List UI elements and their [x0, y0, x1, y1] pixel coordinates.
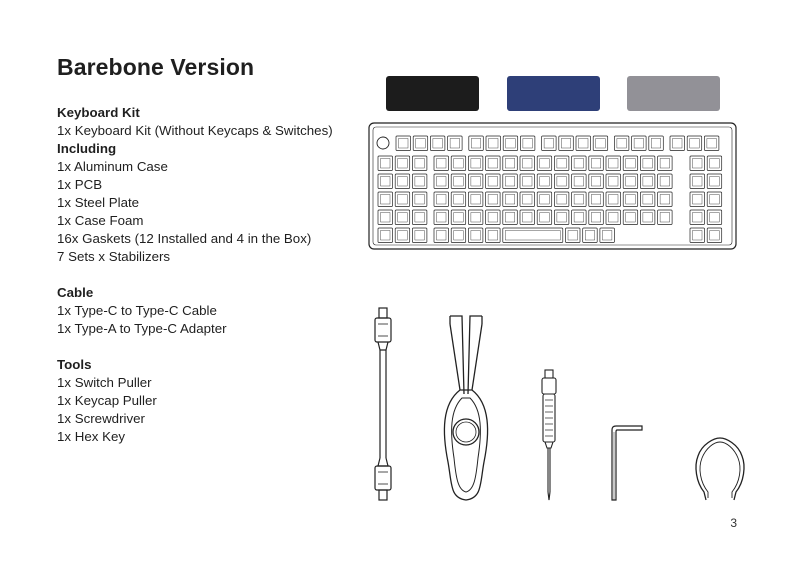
- keyboard-key: [572, 156, 587, 171]
- list-item: 7 Sets x Stabilizers: [57, 249, 171, 264]
- keyboard-key: [378, 210, 393, 225]
- cable-heading: Cable: [57, 285, 94, 300]
- list-item: 1x Screwdriver: [57, 411, 145, 426]
- keyboard-key: [520, 174, 535, 189]
- keyboard-key: [378, 156, 393, 171]
- keyboard-key: [690, 156, 705, 171]
- switch-puller-illustration: [694, 436, 746, 504]
- keycap-puller-illustration: [436, 312, 496, 504]
- keyboard-key: [554, 192, 569, 207]
- keyboard-key: [486, 210, 501, 225]
- keyboard-key: [468, 228, 483, 243]
- keyboard-key: [554, 156, 569, 171]
- keyboard-key: [378, 228, 393, 243]
- keyboard-key: [690, 192, 705, 207]
- keyboard-key: [707, 210, 722, 225]
- keyboard-key: [520, 210, 535, 225]
- keyboard-key: [537, 156, 552, 171]
- keyboard-key: [503, 174, 518, 189]
- keyboard-key: [451, 174, 466, 189]
- keyboard-key: [520, 156, 535, 171]
- keyboard-key: [576, 136, 591, 151]
- list-item: 1x Keycap Puller: [57, 393, 157, 408]
- keyboard-key: [434, 174, 449, 189]
- keyboard-key: [566, 228, 581, 243]
- keyboard-illustration: [368, 122, 738, 252]
- list-item: 1x Case Foam: [57, 213, 144, 228]
- keyboard-key: [658, 156, 673, 171]
- keyboard-key: [468, 174, 483, 189]
- keyboard-key: [707, 228, 722, 243]
- keyboard-key: [378, 192, 393, 207]
- keyboard-key: [606, 210, 621, 225]
- keyboard-key: [554, 210, 569, 225]
- keyboard-key: [589, 192, 604, 207]
- keyboard-key: [451, 228, 466, 243]
- keyboard-key: [395, 210, 410, 225]
- keyboard-key: [658, 174, 673, 189]
- list-item: 1x Aluminum Case: [57, 159, 168, 174]
- keyboard-key: [593, 136, 608, 151]
- keyboard-key: [486, 228, 501, 243]
- keyboard-kit-line: 1x Keyboard Kit (Without Keycaps & Switches): [57, 123, 333, 138]
- keyboard-key: [412, 156, 427, 171]
- keyboard-key: [434, 228, 449, 243]
- list-item: 1x Type-C to Type-C Cable: [57, 303, 217, 318]
- keyboard-key: [589, 156, 604, 171]
- keyboard-key: [413, 136, 428, 151]
- keyboard-key: [412, 174, 427, 189]
- keyboard-key: [412, 192, 427, 207]
- keyboard-key: [412, 210, 427, 225]
- keyboard-key: [395, 174, 410, 189]
- keyboard-key: [434, 156, 449, 171]
- keyboard-key: [486, 192, 501, 207]
- keyboard-key: [690, 210, 705, 225]
- page-title: Barebone Version: [57, 54, 255, 80]
- keyboard-key: [690, 228, 705, 243]
- keyboard-key: [623, 210, 638, 225]
- spacer: [57, 338, 357, 356]
- keyboard-key: [572, 192, 587, 207]
- keyboard-key: [658, 192, 673, 207]
- keyboard-key: [583, 228, 598, 243]
- keyboard-key: [451, 210, 466, 225]
- keyboard-key: [606, 174, 621, 189]
- keyboard-key: [640, 174, 655, 189]
- list-item: 1x Switch Puller: [57, 375, 152, 390]
- keyboard-key: [554, 174, 569, 189]
- keyboard-key: [468, 156, 483, 171]
- keyboard-key: [412, 228, 427, 243]
- keyboard-key: [451, 192, 466, 207]
- list-item: 1x Hex Key: [57, 429, 125, 444]
- keyboard-key: [572, 174, 587, 189]
- page-number: 3: [730, 516, 737, 530]
- package-contents: [57, 104, 357, 446]
- keyboard-key: [434, 210, 449, 225]
- keyboard-key: [503, 228, 563, 243]
- list-item: 16x Gaskets (12 Installed and 4 in the Box): [57, 231, 312, 246]
- keyboard-key: [649, 136, 664, 151]
- keyboard-key: [670, 136, 685, 151]
- keyboard-key: [559, 136, 574, 151]
- keyboard-key: [632, 136, 647, 151]
- list-item: 1x Type-A to Type-C Adapter: [57, 321, 227, 336]
- keyboard-key: [572, 210, 587, 225]
- keyboard-key: [623, 174, 638, 189]
- keyboard-key: [589, 174, 604, 189]
- tools-heading: Tools: [57, 357, 92, 372]
- keyboard-key: [486, 136, 501, 151]
- keyboard-key: [468, 210, 483, 225]
- keyboard-key: [687, 136, 702, 151]
- keyboard-key: [704, 136, 719, 151]
- keyboard-key: [520, 192, 535, 207]
- keyboard-key: [658, 210, 673, 225]
- keyboard-key: [623, 192, 638, 207]
- hex-key-illustration: [608, 424, 648, 504]
- cable-illustration: [366, 306, 400, 504]
- keyboard-key: [503, 192, 518, 207]
- keyboard-key: [469, 136, 484, 151]
- keyboard-key: [396, 136, 411, 151]
- keyboard-key: [503, 156, 518, 171]
- color-swatch-black: [386, 76, 479, 111]
- keyboard-key: [606, 156, 621, 171]
- keyboard-key: [395, 156, 410, 171]
- keyboard-key: [448, 136, 463, 151]
- spacer: [57, 266, 357, 284]
- keyboard-key: [430, 136, 445, 151]
- keyboard-key: [707, 156, 722, 171]
- list-item: 1x Steel Plate: [57, 195, 140, 210]
- keyboard-key: [589, 210, 604, 225]
- keyboard-key: [486, 156, 501, 171]
- keyboard-key: [707, 174, 722, 189]
- keyboard-key: [537, 174, 552, 189]
- keyboard-key: [395, 228, 410, 243]
- keyboard-key: [451, 156, 466, 171]
- keyboard-key: [542, 136, 557, 151]
- keyboard-key: [503, 136, 518, 151]
- keyboard-key: [640, 210, 655, 225]
- keyboard-key: [606, 192, 621, 207]
- keyboard-key: [378, 174, 393, 189]
- keyboard-key: [486, 174, 501, 189]
- list-item: 1x PCB: [57, 177, 103, 192]
- keyboard-key: [614, 136, 629, 151]
- keyboard-key: [537, 210, 552, 225]
- keyboard-key: [520, 136, 535, 151]
- keyboard-key: [600, 228, 615, 243]
- keyboard-key: [690, 174, 705, 189]
- keyboard-key: [640, 156, 655, 171]
- including-heading: Including: [57, 141, 117, 156]
- screwdriver-illustration: [536, 368, 562, 502]
- color-swatch-grey: [627, 76, 720, 111]
- keyboard-key: [434, 192, 449, 207]
- keyboard-key: [395, 192, 410, 207]
- keyboard-kit-heading: Keyboard Kit: [57, 105, 140, 120]
- color-swatch-blue: [507, 76, 600, 111]
- keyboard-key: [503, 210, 518, 225]
- keyboard-key: [640, 192, 655, 207]
- keyboard-key: [623, 156, 638, 171]
- keyboard-key: [468, 192, 483, 207]
- keyboard-key: [537, 192, 552, 207]
- keyboard-key: [707, 192, 722, 207]
